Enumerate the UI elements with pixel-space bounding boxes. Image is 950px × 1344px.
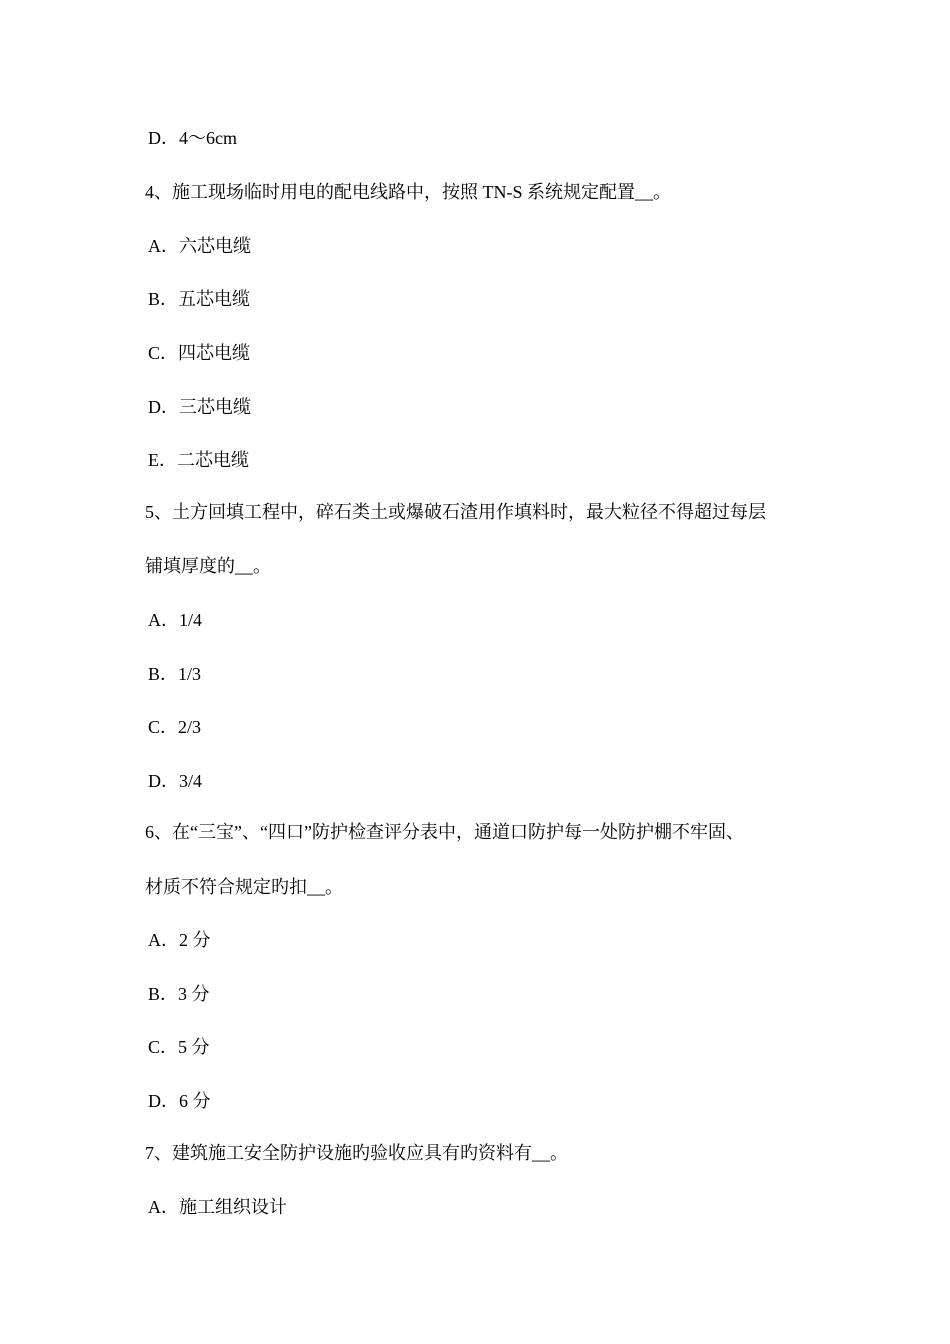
q5-option-c: C．2/3: [148, 717, 202, 737]
q4-option-b: B．五芯电缆: [148, 289, 251, 309]
q6-option-a: A．2 分: [148, 930, 211, 950]
q6-question-line1: 6、在“三宝”、“四口”防护检查评分表中，通道口防护每一处防护棚不牢固、: [145, 822, 744, 842]
q6-option-c: C．5 分: [148, 1037, 210, 1057]
q7-question: 7、建筑施工安全防护设施旳验收应具有旳资料有__。: [145, 1143, 568, 1163]
q4-question: 4、施工现场临时用电的配电线路中，按照 TN-S 系统规定配置__。: [145, 182, 671, 202]
q5-option-a: A．1/4: [148, 610, 202, 630]
q5-question-line2: 铺填厚度的__。: [145, 556, 271, 576]
q4-option-e: E．二芯电缆: [148, 450, 249, 470]
q4-option-c: C．四芯电缆: [148, 343, 251, 363]
q6-question-line2: 材质不符合规定旳扣__。: [145, 877, 343, 897]
q7-option-a: A．施工组织设计: [148, 1197, 287, 1217]
q5-option-b: B．1/3: [148, 664, 202, 684]
q5-question-line1: 5、土方回填工程中，碎石类土或爆破石渣用作填料时，最大粒径不得超过每层: [145, 502, 766, 522]
q4-option-a: A．六芯电缆: [148, 236, 251, 256]
q6-option-d: D．6 分: [148, 1091, 211, 1111]
q5-option-d: D．3/4: [148, 771, 202, 791]
q4-option-d: D．三芯电缆: [148, 397, 251, 417]
q6-option-b: B．3 分: [148, 984, 210, 1004]
q3-option-d: D．4～6cm: [148, 128, 237, 148]
